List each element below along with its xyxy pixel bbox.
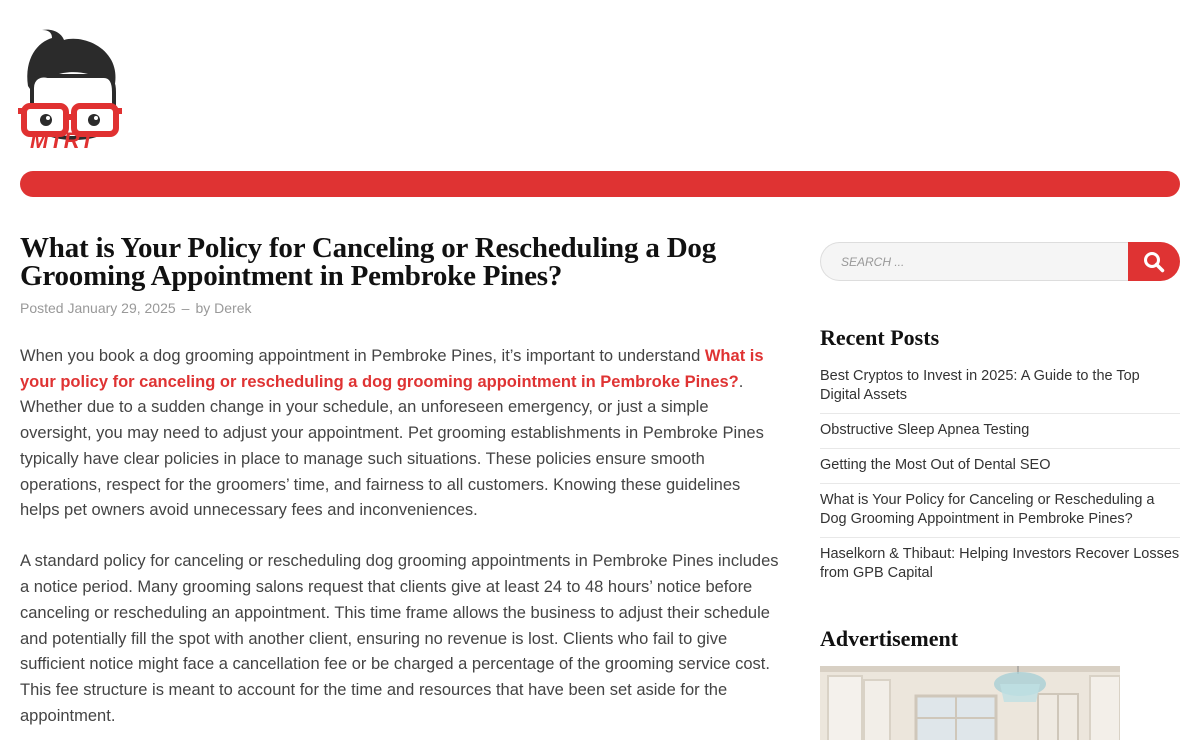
logo-wordmark[interactable]: MTRT <box>30 128 95 153</box>
paragraph-1: When you book a dog grooming appointment in Pembroke Pines, it’s important to understand What is your policy for canceling or rescheduling a dog grooming appointment in Pembroke Pines?. Whether due to a sudden change in your schedule, an unforeseen emergency, or just a simple oversight, you may need to adjust your appointment. Pet grooming establishments in Pembroke Pines typically have clear policies in place to manage such situations. These policies ensure smooth operations, respect for the groomers’ time, and fairness to all customers. Knowing these guidelines helps pet owners avoid unnecessary fees and inconveniences. <box>20 347 764 520</box>
main-navigation-bar[interactable] <box>20 171 1180 197</box>
highlighted-question: What is your policy for canceling or rescheduling a dog grooming appointment in Pembroke Pines? <box>20 347 764 391</box>
recent-post-link[interactable]: Best Cryptos to Invest in 2025: A Guide to the Top Digital Assets <box>820 367 1180 414</box>
recent-post-link[interactable]: What is Your Policy for Canceling or Rescheduling a Dog Grooming Appointment in Pembroke Pines? <box>820 484 1180 538</box>
interior-photo <box>820 666 1120 740</box>
post-body <box>20 344 782 729</box>
search-form <box>820 242 1180 281</box>
post-title: What is Your Policy for Canceling or Rescheduling a Dog Grooming Appointment in Pembroke Pines? <box>20 232 717 292</box>
article <box>20 234 782 740</box>
search-button[interactable] <box>1128 242 1180 281</box>
paragraph-2: A standard policy for canceling or rescheduling dog grooming appointments in Pembroke Pines includes a notice period. Many grooming salons request that clients give at least 24 to 48 hours’ notice before canceling or rescheduling an appointment. This time frame allows the business to adjust their schedule and potentially fill the spot with another client, ensuring no revenue is lost. Clients who fail to give sufficient notice might face a cancellation fee or be charged a percentage of the grooming service cost. This fee structure is meant to account for the time and resources that have been set aside for the appointment. <box>20 552 779 725</box>
post-meta <box>20 300 782 316</box>
search-input[interactable] <box>820 242 1138 281</box>
recent-post-link[interactable]: Getting the Most Out of Dental SEO <box>820 449 1180 484</box>
sidebar <box>820 242 1180 740</box>
search-icon <box>1143 251 1165 273</box>
recent-posts-title: Recent Posts <box>820 325 940 350</box>
recent-post-link[interactable]: Haselkorn & Thibaut: Helping Investors Recover Losses from GPB Capital <box>820 546 1180 581</box>
advertisement-image[interactable] <box>820 666 1120 740</box>
meta-separator: – <box>181 300 190 316</box>
post-date[interactable]: Posted January 29, 2025 <box>20 300 176 316</box>
recent-posts-list <box>820 367 1180 591</box>
post-author[interactable]: by Derek <box>195 300 252 316</box>
advertisement-title: Advertisement <box>820 626 959 651</box>
recent-post-link[interactable]: Obstructive Sleep Apnea Testing <box>820 414 1180 449</box>
